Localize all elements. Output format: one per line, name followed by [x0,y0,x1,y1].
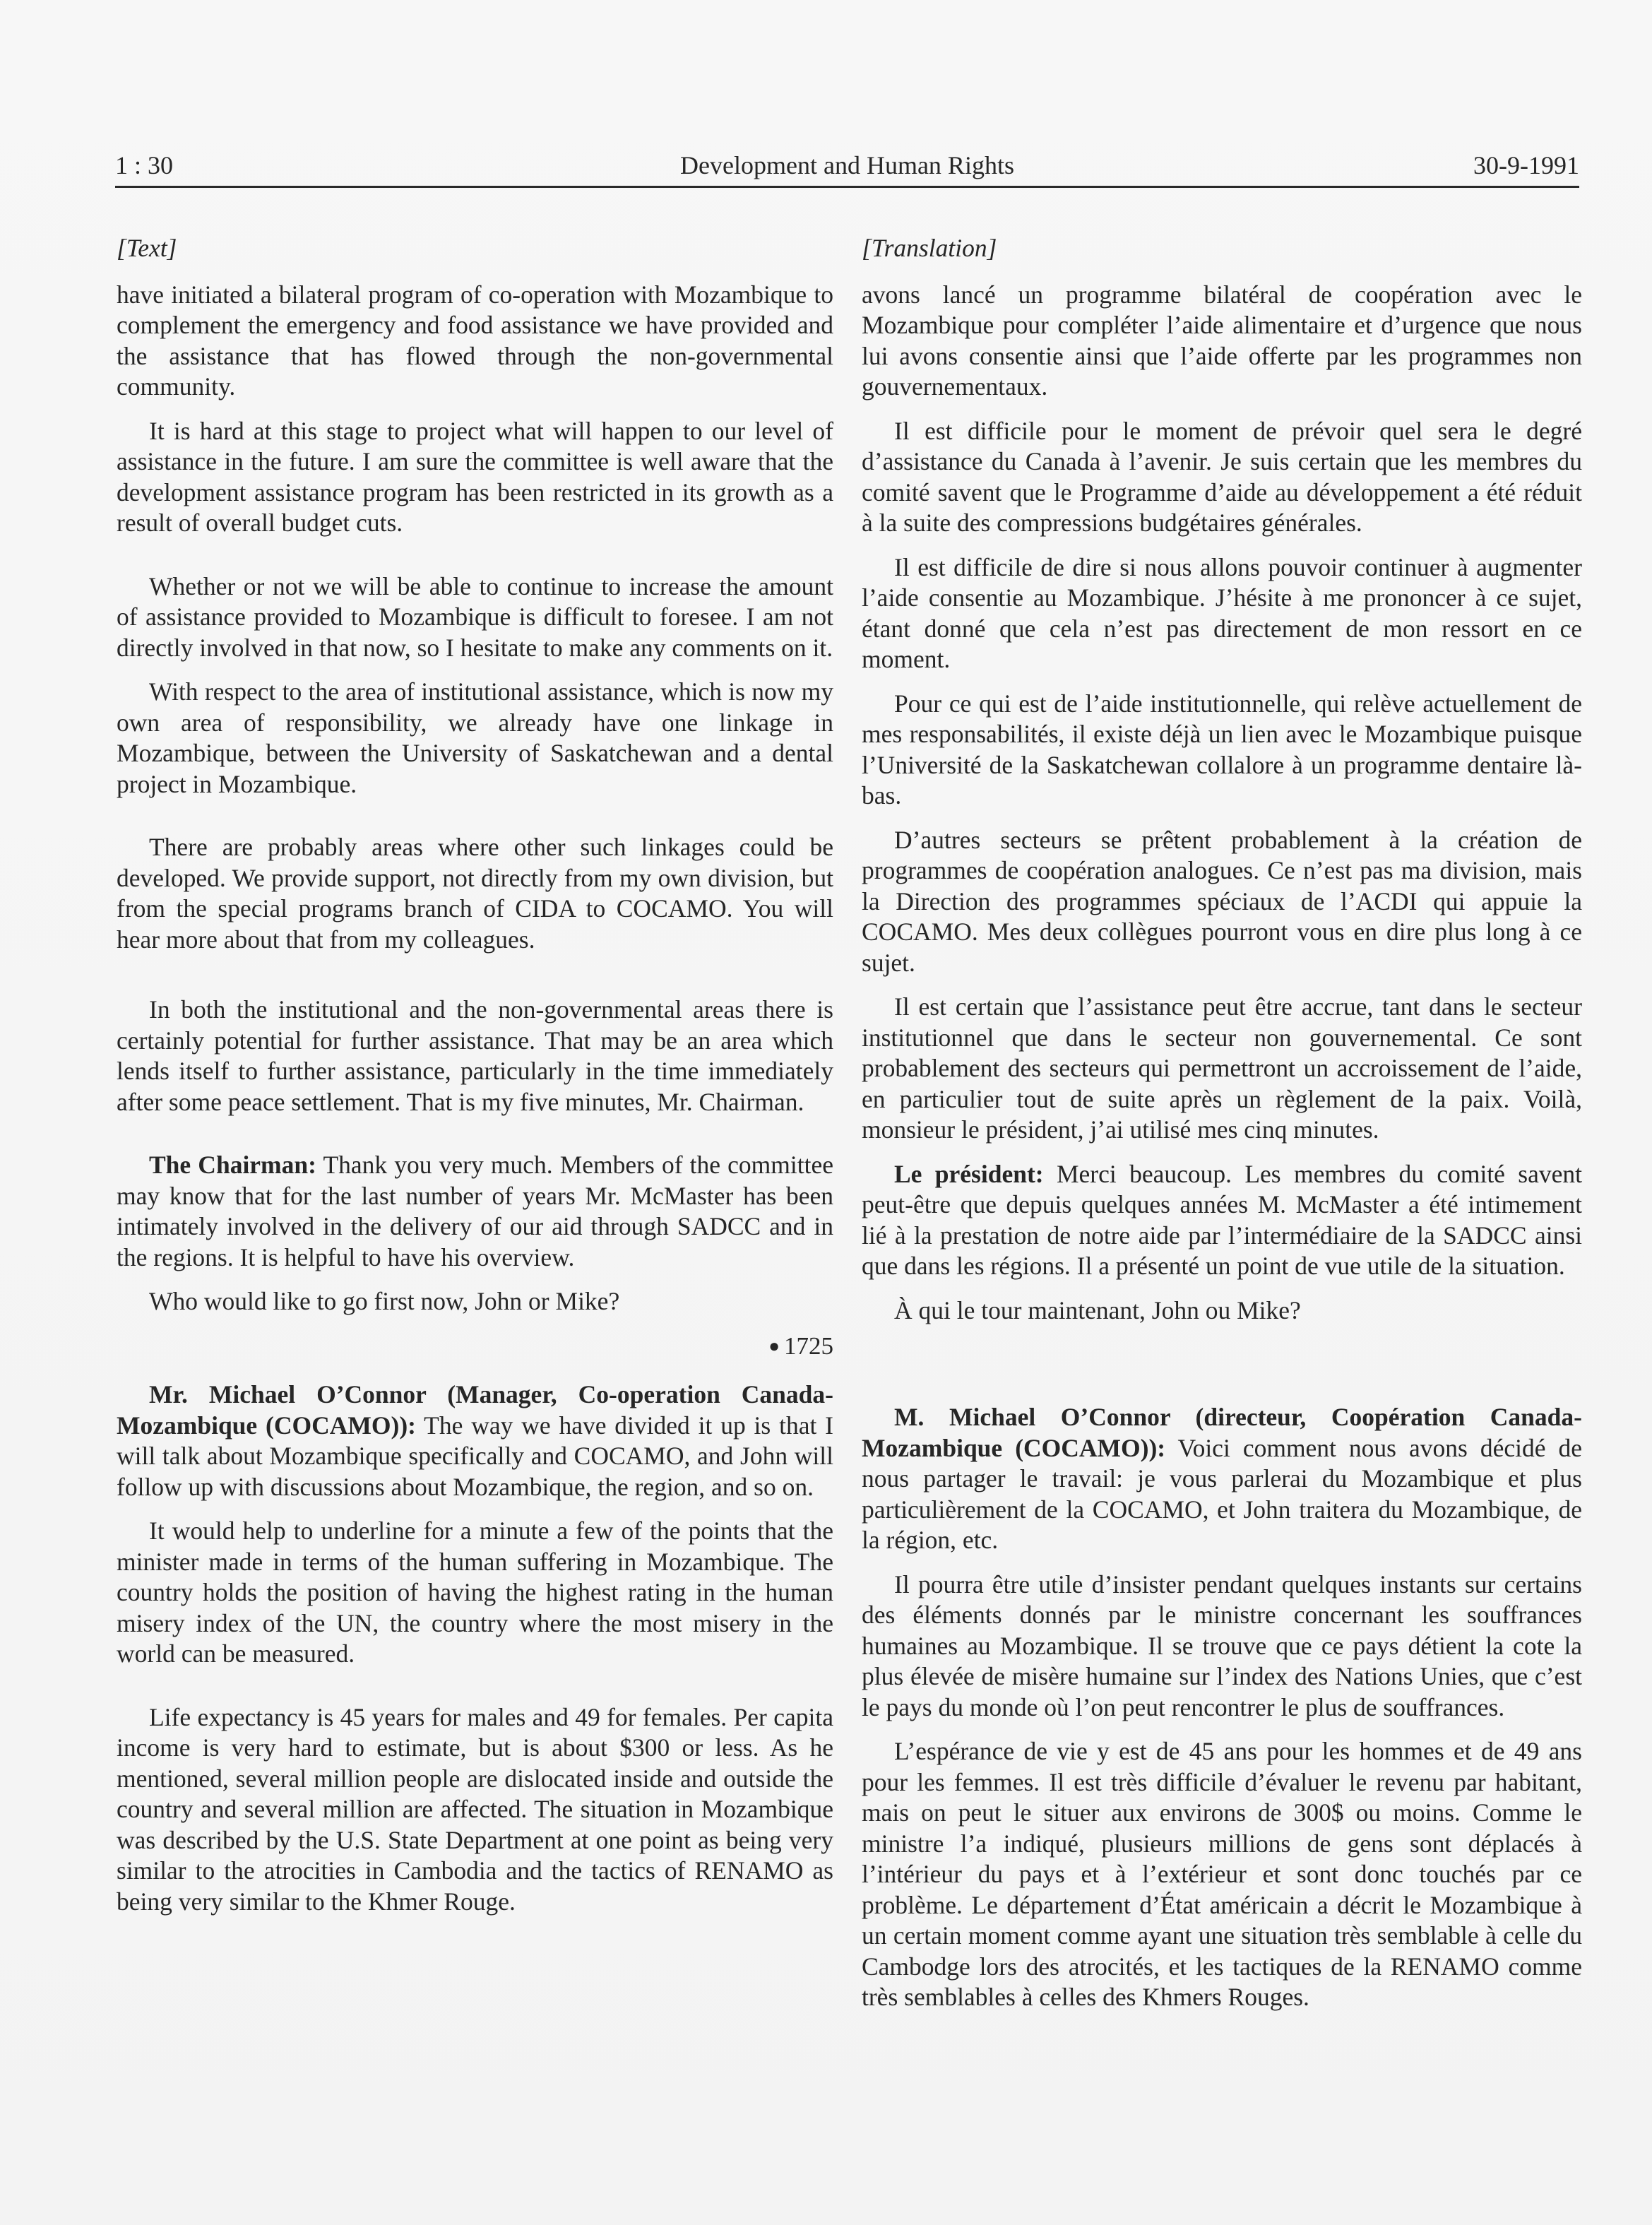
paragraph: Il est difficile de dire si nous allons pouvoir continuer à augmenter l’aide consentie au Mozambique. J’hésite à me prononcer à ce sujet, étant donné que cela n’est pas directement de mon ressort en ce moment. [862,552,1582,673]
paragraph: have initiated a bilateral program of co-operation with Mozambique to complement the emergency and food assistance we have provided and the assistance that has flowed through the non-governmental community. [117,280,833,400]
paragraph: With respect to the area of institutional assistance, which is now my own area of responsibility, we already have one linkage in Mozambique, between the University of Saskatchewan and a dental project in Mozambique. [117,677,833,798]
paragraph: There are probably areas where other such linkages could be developed. We provide support, not directly from my own division, but from the special programs branch of CIDA to COCAMO. You will hear more about that from my colleagues. [117,833,833,954]
speech-text: Thank you very much. Members of the committee may know that for the last number of years Mr. McMaster has been intimately involved in the delivery of our aid through SADCC and in the regions. It is helpful to have his overview. [117,1151,833,1271]
speaker-name: Mr. Michael O’Connor (Manager, Co-operation Canada-Mozambique (COCAMO)): [117,1380,833,1440]
speech-text: Voici comment nous avons décidé de nous partager le travail: je vous parlerai du Mozambique et plus particulièrement de la COCAMO, et John traitera du Mozambique, de la région, etc. [862,1433,1583,1554]
speaker-name: Le président: [894,1159,1044,1188]
paragraph: Pour ce qui est de l’aide institutionnelle, qui relève actuellement de mes responsabilités, il existe déjà un lien avec le Mozambique puisque l’Université de la Saskatchewan collalore à un programme dentaire là-bas. [862,689,1582,809]
right-column-french [862,233,1582,2027]
paragraph: Il est certain que l’assistance peut être accrue, tant dans le secteur institutionnel que dans le secteur non gouvernemental. Ce sont probablement des secteurs qui permettront un accroissement de l’aide, en particulier tout de suite après un règlement de la paix. Voilà, monsieur le président, j’ai utilisé mes cinq minutes. [862,992,1582,1144]
page-header [115,147,1579,184]
column-label-translation: [Translation] [862,234,997,262]
page-number: 1 : 30 [115,151,174,179]
paragraph: Who would like to go first now, John or Mike? [149,1287,620,1315]
bullet-icon: ● [768,1335,780,1356]
column-label-text: [Text] [117,234,177,262]
time-marker-value: 1725 [784,1331,833,1360]
paragraph: Whether or not we will be able to continue to increase the amount of assistance provided to Mozambique is difficult to foresee. I am not directly involved in that now, so I hesitate to make any comments on it. [117,571,833,662]
chairman-statement [117,1150,833,1273]
speaker-name: M. Michael O’Connor (directeur, Coopération Canada-Mozambique (COCAMO)): [862,1403,1582,1462]
speaker-name: The Chairman: [149,1151,316,1179]
page-date: 30-9-1991 [1473,151,1579,179]
oconnor-statement [117,1380,833,1502]
paragraph: Life expectancy is 45 years for males and 49 for females. Per capita income is very hard to estimate, but is about $300 or less. As he mentioned, several million people are dislocated inside and outside the country and several million are affected. The situation in Mozambique was described by the U.S. State Department at one point as being very similar to the atrocities in Cambodia and the tactics of RENAMO as being very similar to the Khmer Rouge. [117,1702,833,1916]
running-title: Development and Human Rights [680,151,1014,179]
oconnor-statement [862,1402,1582,1556]
paragraph: In both the institutional and the non-governmental areas there is certainly potential for further assistance. That may be an area which lends itself to further assistance, particularly in the time immediately after some peace settlement. That is my five minutes, Mr. Chairman. [117,995,833,1116]
speech-text: The way we have divided it up is that I will talk about Mozambique specifically and COCAMO, and John will follow up with discussions about Mozambique, the region, and so on. [117,1411,833,1501]
paragraph: D’autres secteurs se prêtent probablement à la création de programmes de coopération analogues. Ce n’est pas ma division, mais la Direction des programmes spéciaux de l’ACDI qui appuie la COCAMO. Mes deux collègues pourront vous en dire plus long à ce sujet. [862,825,1582,977]
speech-text: Merci beaucoup. Les membres du comité savent peut-être que depuis quelques années M. McMaster a été intimement lié à la prestation de notre aide par l’intermédiaire de la SADCC ainsi que dans les régions. Il a présenté un point de vue utile de la situation. [862,1159,1582,1280]
paragraph: avons lancé un programme bilatéral de coopération avec le Mozambique pour compléter l’aide alimentaire et d’urgence que nous lui avons consentie ainsi que l’aide offerte par les programmes non gouvernementaux. [862,280,1582,400]
president-statement [862,1159,1582,1282]
time-marker [117,1331,833,1362]
left-column-english [117,233,833,1930]
header-rule [115,186,1579,188]
paragraph: Il pourra être utile d’insister pendant quelques instants sur certains des éléments donnés par le ministre concernant les souffrances humaines au Mozambique. Il se trouve que ce pays détient la cote la plus élevée de misère humaine sur l’index des Nations Unies, que c’est le pays du monde où l’on peut rencontrer le plus de souffrances. [862,1570,1582,1721]
paragraph: It is hard at this stage to project what will happen to our level of assistance in the future. I am sure the committee is well aware that the development assistance program has been restricted in its growth as a result of overall budget cuts. [117,416,833,537]
paragraph: L’espérance de vie y est de 45 ans pour les hommes et de 49 ans pour les femmes. Il est très difficile d’évaluer le revenu par habitant, mais on peut le situer aux environs de 300$ ou moins. Comme le ministre l’a indiqué, plusieurs millions de gens sont déplacés à l’intérieur du pays et à l’extérieur et sont donc touchés par ce problème. Le département d’État américain a décrit le Mozambique à un certain moment comme ayant une situation très semblable à celle du Cambodge lors des atrocités, et les tactiques de la RENAMO comme très semblables à celles des Khmers Rouges. [862,1737,1582,2011]
paragraph: À qui le tour maintenant, John ou Mike? [894,1295,1301,1324]
paragraph: It would help to underline for a minute a few of the points that the minister made in terms of the human suffering in Mozambique. The country holds the position of having the highest rating in the human misery index of the UN, the country where the most misery in the world can be measured. [117,1517,833,1668]
paragraph: Il est difficile pour le moment de prévoir quel sera le degré d’assistance du Canada à l’avenir. Je suis certain que les membres du comité savent que le Programme d’aide au développement a été réduit à la suite des compressions budgétaires générales. [862,416,1582,537]
